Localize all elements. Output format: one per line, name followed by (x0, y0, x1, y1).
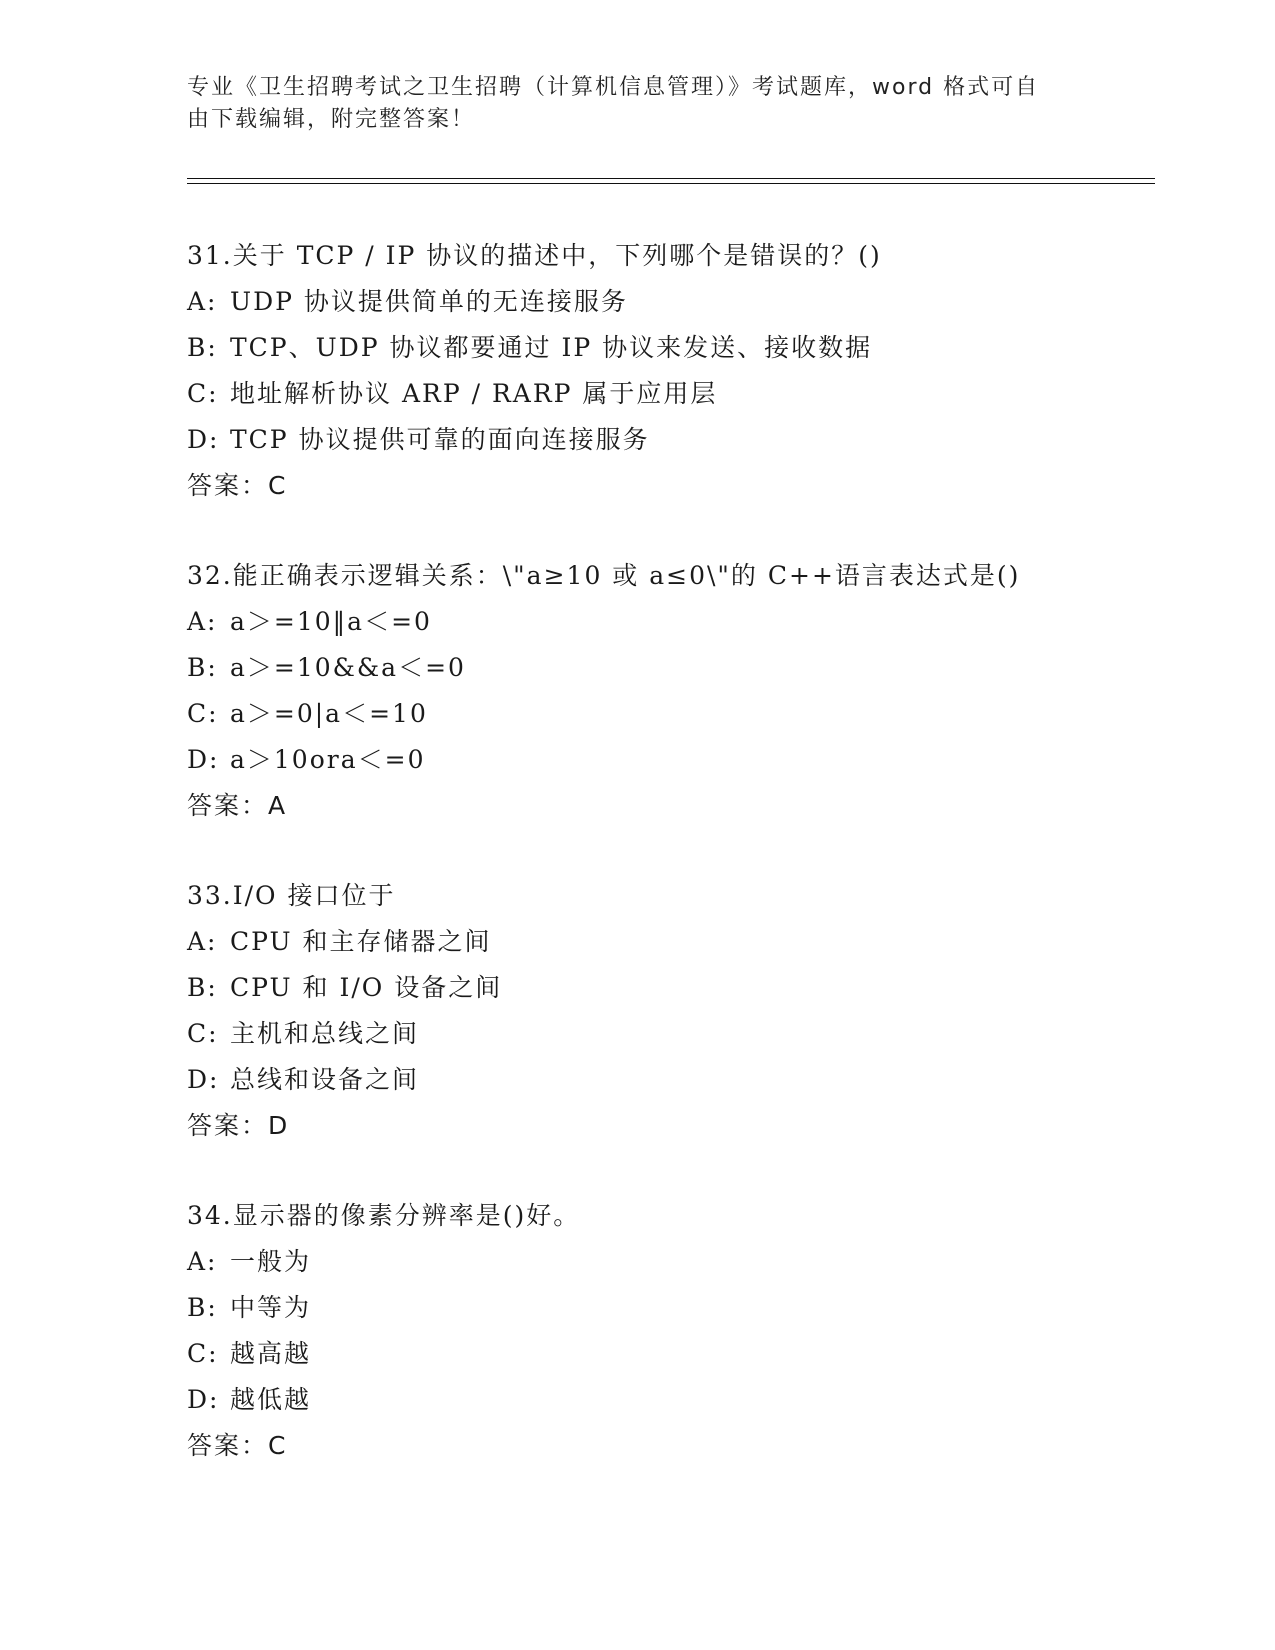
option-text: CPU 和 I/O 设备之间 (230, 973, 503, 1002)
option-b (187, 965, 1167, 1011)
option-text: 总线和设备之间 (230, 1065, 420, 1094)
option-letter: C: (187, 379, 219, 408)
option-text: 越低越 (230, 1385, 312, 1414)
question-34 (187, 1193, 1167, 1469)
option-c (187, 1011, 1167, 1057)
option-a (187, 279, 1167, 325)
option-text: CPU 和主存储器之间 (230, 927, 492, 956)
option-a (187, 919, 1167, 965)
option-text: TCP 协议提供可靠的面向连接服务 (230, 425, 650, 454)
question-33 (187, 873, 1167, 1149)
option-letter: C: (187, 1019, 219, 1048)
answer-line: 答案：A (187, 791, 288, 820)
option-letter: B: (187, 973, 218, 1002)
option-c (187, 1331, 1167, 1377)
header-divider-bottom (187, 183, 1155, 184)
question-title: 34.显示器的像素分辨率是()好。 (187, 1201, 581, 1230)
option-d (187, 1377, 1167, 1423)
option-letter: C: (187, 699, 219, 728)
option-a (187, 599, 1167, 645)
option-letter: D: (187, 425, 220, 454)
option-text: UDP 协议提供简单的无连接服务 (230, 287, 628, 316)
option-c (187, 691, 1167, 737)
option-letter: C: (187, 1339, 219, 1368)
answer-line: 答案：D (187, 1111, 290, 1140)
option-text: a＞10ora＜=0 (230, 745, 426, 774)
option-letter: D: (187, 1065, 220, 1094)
option-text: 中等为 (230, 1293, 312, 1322)
answer-line: 答案：C (187, 1431, 288, 1460)
option-text: TCP、UDP 协议都要通过 IP 协议来发送、接收数据 (230, 333, 873, 362)
question-31 (187, 233, 1167, 509)
option-letter: A: (187, 927, 218, 956)
option-letter: A: (187, 1247, 218, 1276)
header-divider-top (187, 178, 1155, 179)
option-text: a＞=10&&a＜=0 (230, 653, 466, 682)
header-line-2: 由下载编辑，附完整答案！ (187, 107, 476, 132)
option-letter: A: (187, 287, 218, 316)
option-c (187, 371, 1167, 417)
option-d (187, 1057, 1167, 1103)
option-a (187, 1239, 1167, 1285)
option-letter: B: (187, 1293, 218, 1322)
option-text: a＞=0|a＜=10 (230, 699, 428, 728)
option-d (187, 737, 1167, 783)
question-title: 33.I/O 接口位于 (187, 881, 396, 910)
answer-line: 答案：C (187, 471, 288, 500)
question-32 (187, 553, 1167, 829)
option-b (187, 325, 1167, 371)
option-text: a＞=10‖a＜=0 (230, 607, 432, 636)
option-d (187, 417, 1167, 463)
option-letter: D: (187, 745, 220, 774)
option-text: 越高越 (230, 1339, 312, 1368)
question-title: 31.关于 TCP / IP 协议的描述中，下列哪个是错误的？() (187, 241, 882, 270)
option-b (187, 645, 1167, 691)
header-line-1: 专业《卫生招聘考试之卫生招聘（计算机信息管理）》考试题库，word 格式可自 (187, 75, 1040, 100)
option-text: 一般为 (230, 1247, 312, 1276)
option-text: 地址解析协议 ARP / RARP 属于应用层 (230, 379, 718, 408)
option-letter: A: (187, 607, 218, 636)
document-header (187, 72, 1087, 136)
option-b (187, 1285, 1167, 1331)
option-letter: B: (187, 653, 218, 682)
option-text: 主机和总线之间 (230, 1019, 420, 1048)
option-letter: B: (187, 333, 218, 362)
option-letter: D: (187, 1385, 220, 1414)
question-title: 32.能正确表示逻辑关系：\"a≥10 或 a≤0\"的 C++语言表达式是() (187, 561, 1021, 590)
